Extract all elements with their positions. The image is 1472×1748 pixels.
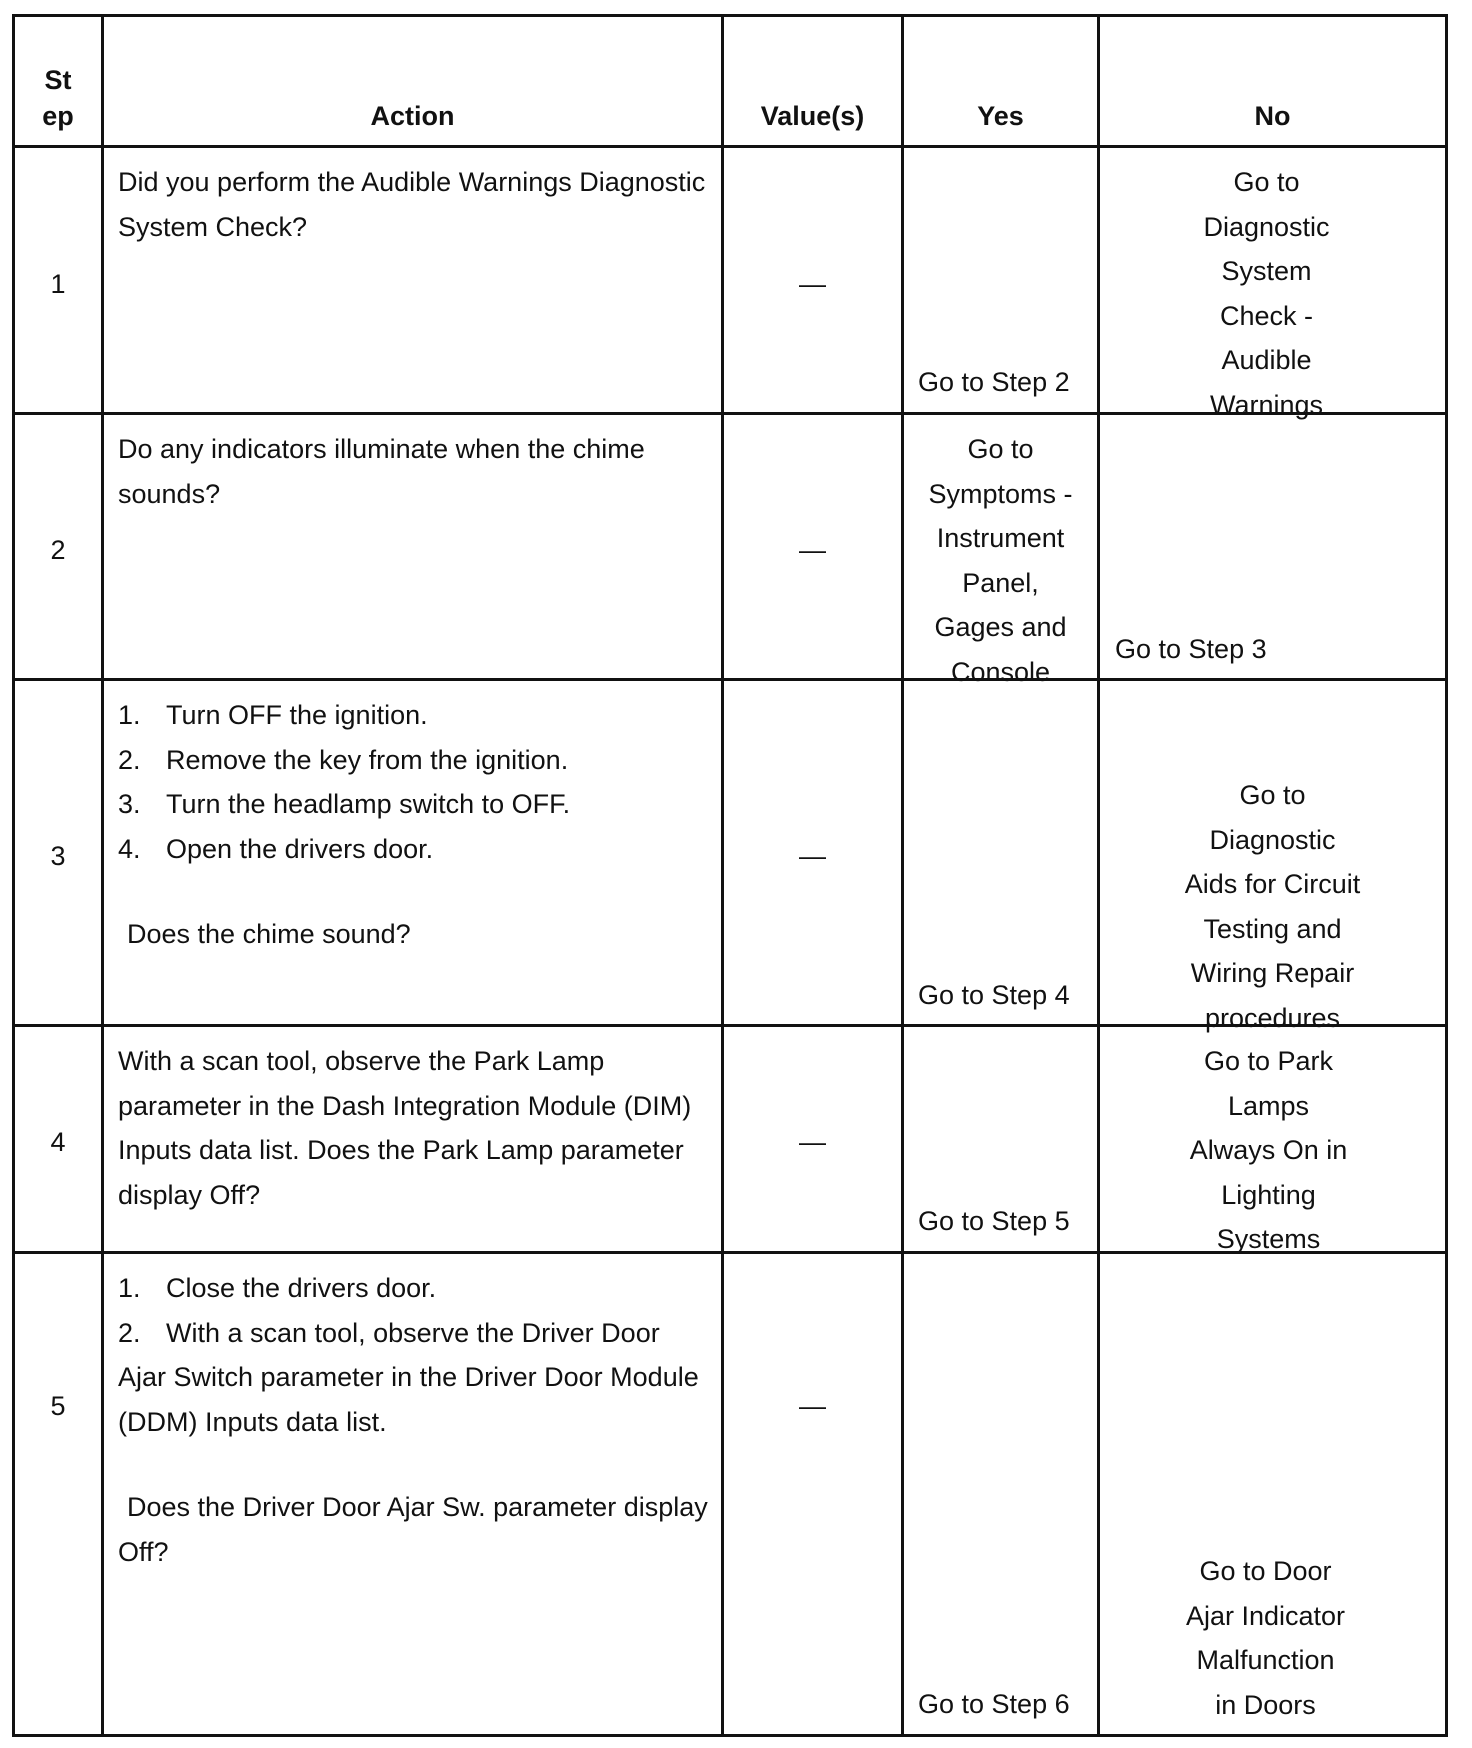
header-yes: Yes: [977, 101, 1024, 131]
table-border-top: [12, 14, 1448, 17]
table-border-bottom: [12, 1734, 1448, 1737]
value-text: —: [799, 535, 826, 565]
no-link[interactable]: Go to Park Lamps Always On in Lighting Systems: [1189, 1046, 1348, 1254]
action-question: Does the chime sound?: [127, 919, 411, 949]
step-number: 5: [50, 1391, 66, 1421]
action-question: Does the Driver Door Ajar Sw. parameter display: [127, 1492, 708, 1522]
no-link[interactable]: Go to Door Ajar Indicator Malfunction in Doors: [1185, 1556, 1346, 1720]
header-step: St ep: [42, 65, 74, 131]
value-text: —: [799, 1127, 826, 1157]
table-border-right: [1445, 14, 1448, 1737]
action-text: Did you perform the Audible Warnings Diagnostic System Check?: [118, 167, 706, 242]
header-no: No: [1254, 101, 1291, 131]
action-text: Do any indicators illuminate when the chime sounds?: [118, 434, 645, 509]
row-divider: [12, 678, 1448, 681]
action-text: With a scan tool, observe the Park Lamp parameter in the Dash Integration Module (DIM) Inputs data list. Does the Park Lamp parameter display Off?: [118, 1046, 692, 1210]
column-divider: [101, 14, 104, 1737]
column-divider: [901, 14, 904, 1737]
header-action: Action: [370, 101, 455, 131]
step-number: 4: [50, 1127, 66, 1157]
value-text: —: [799, 1391, 826, 1421]
header-values: Value(s): [760, 101, 865, 131]
step-number: 1: [50, 269, 66, 299]
no-link[interactable]: Go to Diagnostic Aids for Circuit Testing and Wiring Repair procedures: [1184, 780, 1361, 1033]
step-number: 3: [50, 841, 66, 871]
step-number: 2: [50, 535, 66, 565]
yes-link[interactable]: Go to Step 4: [918, 980, 1070, 1010]
yes-link[interactable]: Go to Step 6: [918, 1689, 1070, 1719]
action-list-item: 1. Close the drivers door.: [118, 1273, 437, 1303]
action-list-item: 2. Remove the key from the ignition.: [118, 744, 569, 775]
action-list-item: 1. Turn OFF the ignition.: [118, 700, 428, 730]
no-link[interactable]: Go to Step 3: [1115, 634, 1267, 664]
value-text: —: [799, 269, 826, 299]
diagnostic-table: [12, 14, 1448, 1737]
yes-link[interactable]: Go to Symptoms - Instrument Panel, Gages and Console: [928, 434, 1073, 687]
action-text: [118, 693, 718, 957]
value-text: —: [799, 841, 826, 871]
no-link[interactable]: Go to Diagnostic System Check - Audible Warnings: [1203, 167, 1330, 420]
action-list-item: 3. Turn the headlamp switch to OFF.: [118, 789, 571, 819]
row-divider: [12, 145, 1448, 148]
yes-link[interactable]: Go to Step 2: [918, 367, 1070, 397]
action-list-item: 2. With a scan tool, observe the Driver Door: [118, 1317, 660, 1348]
action-text: 1. Close the drivers door. 2. With a scan tool, observe the Driver Door Ajar Switch parameter in the Driver Door Module (DDM) Inputs data list. Does the Driver Door Ajar Sw. parameter display Off?: [118, 1266, 718, 1574]
yes-link[interactable]: Go to Step 5: [918, 1206, 1070, 1236]
action-list-item: 4. Open the drivers door.: [118, 833, 434, 864]
